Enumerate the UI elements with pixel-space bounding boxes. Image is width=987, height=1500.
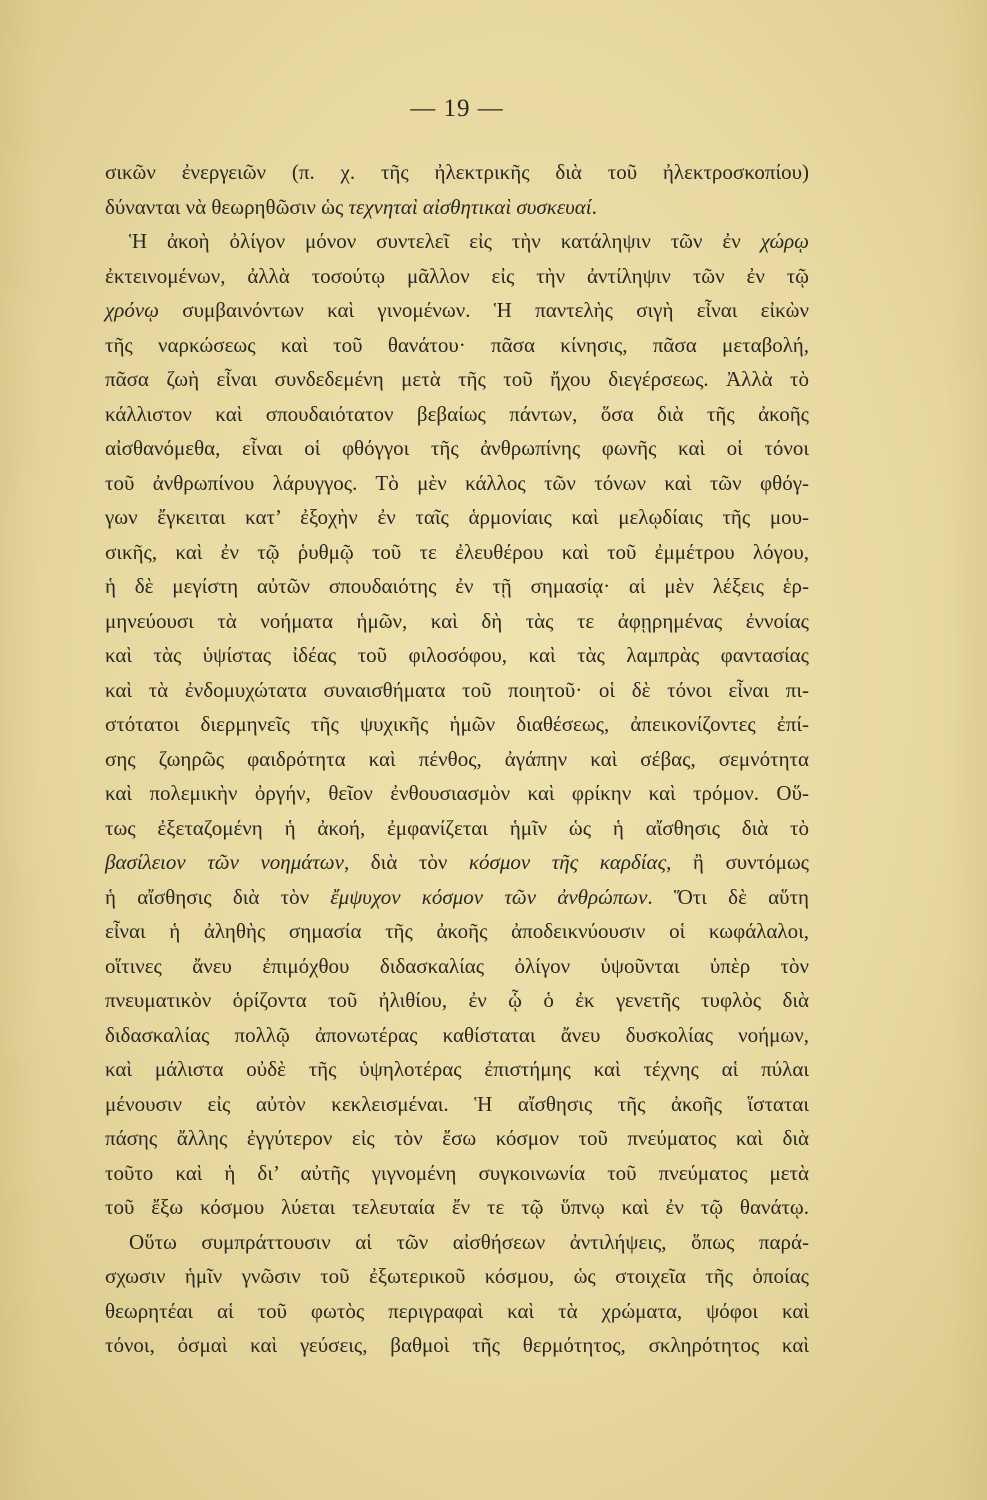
text-line [105,604,809,639]
text-segment: τοῦ ἔξω κόσμου λύεται τελευταία ἔν τε τῷ ὕπνῳ καὶ ἐν τῷ θανάτῳ. [105,1195,809,1219]
text-line [105,1190,809,1225]
paragraph [105,155,809,224]
text-line [105,1018,809,1053]
text-line [105,466,809,501]
text-line [105,707,809,742]
text-segment: συμβαινόντων καὶ γινομένων. Ἡ παντελὴς σιγὴ εἶναι εἰκὼν [158,298,809,322]
text-segment: . [591,194,597,219]
text-segment: σικῶν ἐνεργειῶν (π. χ. τῆς ἠλεκτρικῆς διὰ τοῦ ἠλεκτροσκοπίου) [105,160,809,184]
text-segment: ἡ αἴσθησις διὰ τὸν [105,884,331,909]
emphasis-text: χρόνῳ [105,298,159,322]
text-line [105,535,809,570]
text-segment: διδασκαλίας πολλῷ ἀπονωτέρας καθίσταται ἄνευ δυσκολίας νοήμων, [105,1022,809,1047]
text-line [105,1294,809,1329]
text-line [105,983,809,1018]
text-line [105,224,809,259]
text-line [105,190,809,225]
text-segment: δύνανται νὰ θεωρηθῶσιν ὡς [105,194,349,219]
text-line [105,259,809,294]
text-segment: μένουσιν εἰς αὐτὸν κεκλεισμέναι. Ἡ αἴσθησις τῆς ἀκοῆς ἵσταται [105,1091,809,1116]
text-segment: τοῦτο καὶ ἡ δι’ αὐτῆς γιγνομένη συγκοινωνία τοῦ πνεύματος μετὰ [105,1160,809,1185]
text-line [105,500,809,535]
text-segment: πνευματικὸν ὁρίζοντα τοῦ ἠλιθίου, ἐν ᾧ ὁ ἐκ γενετῆς τυφλὸς διὰ [105,988,809,1012]
page-number: — 19 — [410,95,504,122]
text-segment: αἰσθανόμεθα, εἶναι οἱ φθόγγοι τῆς ἀνθρωπίνης φωνῆς καὶ οἱ τόνοι [105,436,809,460]
text-line [105,880,809,915]
text-segment: ἐκτεινομένων, ἀλλὰ τοσούτῳ μᾶλλον εἰς τὴν ἀντίληψιν τῶν ἐν τῷ [105,263,809,288]
emphasis-text: βασίλειον τῶν νοημάτων [105,850,344,874]
text-line [105,914,809,949]
text-segment: Οὕτω συμπράττουσιν αἱ τῶν αἰσθήσεων ἀντιλήψεις, ὅπως παρά- [129,1229,809,1254]
text-segment: τοῦ ἀνθρωπίνου λάρυγγος. Τὸ μὲν κάλλος τῶν τόνων καὶ τῶν φθόγ- [105,470,809,495]
text-line [105,949,809,984]
text-segment: καὶ τὰς ὑψίστας ἰδέας τοῦ φιλοσόφου, καὶ τὰς λαμπρὰς φαντασίας [105,643,809,667]
text-line [105,569,809,604]
text-segment: οἵτινες ἄνευ ἐπιμόχθου διδασκαλίας ὀλίγον ὑψοῦνται ὑπὲρ τὸν [105,953,809,978]
text-segment: σης ζωηρῶς φαιδρότητα καὶ πένθος, ἀγάπην καὶ σέβας, σεμνότητα [105,746,809,771]
text-line [105,397,809,432]
text-segment: , ἢ συντόμως [666,850,809,874]
emphasis-text: ἔμψυχον κόσμον τῶν ἀνθρώπων [330,884,648,909]
text-segment: σχωσιν ἡμῖν γνῶσιν τοῦ ἐξωτερικοῦ κόσμου, ὡς στοιχεῖα τῆς ὁποίας [105,1264,809,1288]
text-line [105,845,809,880]
text-segment: καὶ τὰ ἐνδομυχώτατα συναισθήματα τοῦ ποιητοῦ· οἱ δὲ τόνοι εἶναι πι- [105,677,809,702]
text-line [105,776,809,811]
paragraph [105,224,809,1225]
body-text [105,155,809,1363]
text-segment: πᾶσα ζωὴ εἶναι συνδεδεμένη μετὰ τῆς τοῦ ἤχου διεγέρσεως. Ἀλλὰ τὸ [105,367,809,391]
text-line [105,811,809,846]
text-segment: . Ὅτι δὲ αὕτη [647,884,809,909]
paragraph [105,1225,809,1363]
text-segment: πάσης ἄλλης ἐγγύτερον εἰς τὸν ἔσω κόσμον τοῦ πνεύματος καὶ διὰ [105,1126,809,1150]
text-line [105,742,809,777]
text-segment: σικῆς, καὶ ἐν τῷ ῥυθμῷ τοῦ τε ἐλευθέρου καὶ τοῦ ἐμμέτρου λόγου, [105,539,809,564]
text-line [105,293,809,328]
emphasis-text: κόσμον τῆς καρδίας [468,850,667,874]
text-line [105,638,809,673]
text-line [105,155,809,190]
text-line [105,1328,809,1363]
text-segment: κάλλιστον καὶ σπουδαιότατον βεβαίως πάντων, ὅσα διὰ τῆς ἀκοῆς [105,401,809,426]
text-line [105,673,809,708]
text-segment: τῆς ναρκώσεως καὶ τοῦ θανάτου· πᾶσα κίνησις, πᾶσα μεταβολή, [105,332,809,357]
text-segment: τως ἐξεταζομένη ἡ ἀκοή, ἐμφανίζεται ἡμῖν ὡς ἡ αἴσθησις διὰ τὸ [105,815,809,840]
text-line [105,1259,809,1294]
text-segment: ἡ δὲ μεγίστη αὐτῶν σπουδαιότης ἐν τῇ σημασίᾳ· αἱ μὲν λέξεις ἑρ- [105,574,809,598]
text-segment: καὶ πολεμικὴν ὀργήν, θεῖον ἐνθουσιασμὸν καὶ φρίκην καὶ τρόμον. Οὕ- [105,781,809,805]
text-line [105,328,809,363]
text-line [105,1052,809,1087]
text-segment: στότατοι διερμηνεῖς τῆς ψυχικῆς ἡμῶν διαθέσεως, ἀπεικονίζοντες ἐπί- [105,712,809,736]
text-segment: Ἡ ἀκοὴ ὀλίγον μόνον συντελεῖ εἰς τὴν κατάληψιν τῶν ἐν [129,229,761,253]
text-line [105,431,809,466]
text-line [105,1121,809,1156]
text-line [105,362,809,397]
text-segment: , διὰ τὸν [343,850,469,874]
text-segment: μηνεύουσι τὰ νοήματα ἡμῶν, καὶ δὴ τὰς τε ἀφῃρημένας ἐννοίας [105,608,809,633]
text-segment: τόνοι, ὀσμαὶ καὶ γεύσεις, βαθμοὶ τῆς θερμότητος, σκληρότητος καὶ [105,1333,809,1357]
text-line [105,1087,809,1122]
text-segment: καὶ μάλιστα οὐδὲ τῆς ὑψηλοτέρας ἐπιστήμης καὶ τέχνης αἱ πύλαι [105,1057,809,1081]
text-line [105,1225,809,1260]
emphasis-text: τεχνηταὶ αἰσθητικαὶ συσκευαί [348,194,592,219]
text-segment: γων ἔγκειται κατ’ ἐξοχὴν ἐν ταῖς ἁρμονίαις καὶ μελῳδίαις τῆς μου- [105,505,809,529]
text-line [105,1156,809,1191]
text-segment: εἶναι ἡ ἀληθὴς σημασία τῆς ἀκοῆς ἀποδεικνύουσιν οἱ κωφάλαλοι, [105,919,809,943]
text-segment: θεωρητέαι αἱ τοῦ φωτὸς περιγραφαὶ καὶ τὰ χρώματα, ψόφοι καὶ [105,1298,809,1323]
emphasis-text: χώρῳ [760,229,809,253]
